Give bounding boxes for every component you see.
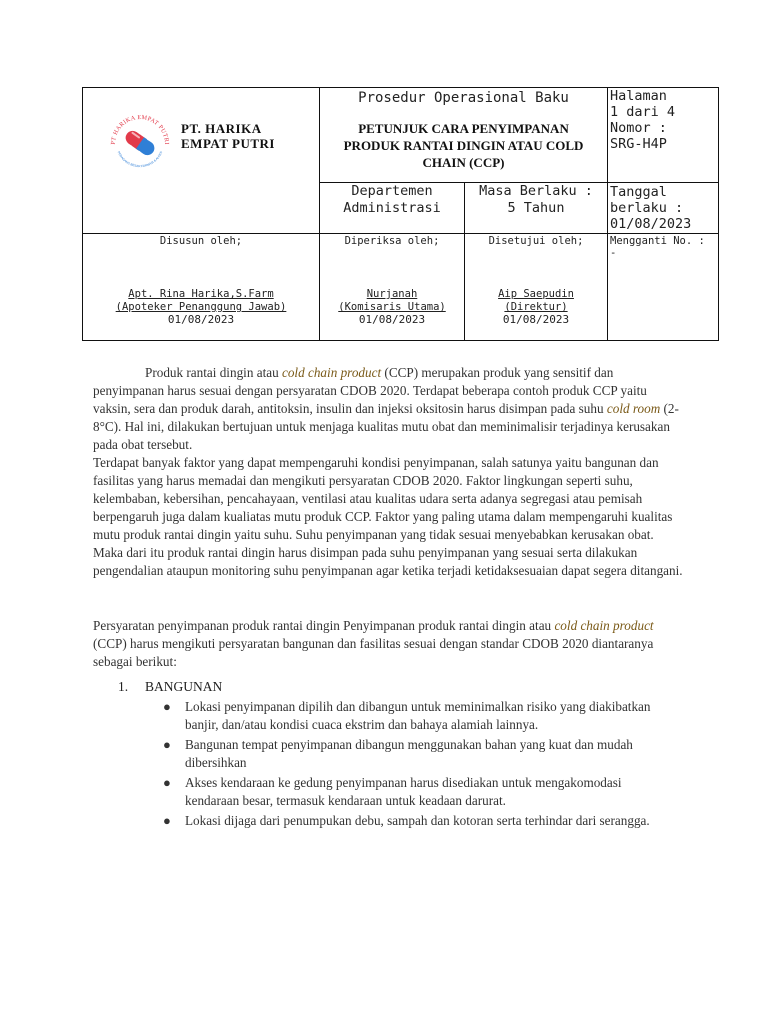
- checked-date: 01/08/2023: [358, 313, 426, 326]
- number-label: Nomor :: [610, 120, 667, 136]
- sop-header-table: [82, 87, 719, 341]
- prepared-name: Apt. Rina Harika,S.Farm: [128, 288, 274, 300]
- list-item: ● Akses kendaraan ke gedung penyimpanan harus disediakan untuk mengakomodasi kendaraan besar, termasuk kendaraan untuk keadaan darurat.: [163, 775, 622, 808]
- document-title: PETUNJUK CARA PENYIMPANAN PRODUK RANTAI DINGIN ATAU COLD CHAIN (CCP): [343, 121, 584, 170]
- checked-label: Diperiksa oleh;: [344, 235, 440, 247]
- approved-role: (Direktur): [504, 301, 568, 313]
- page-label: Halaman: [610, 88, 667, 104]
- section-heading-bangunan: 1. BANGUNAN: [118, 679, 223, 694]
- prepared-by-cell: [83, 234, 320, 341]
- company-cell: [83, 88, 320, 234]
- effective-date-cell: [608, 183, 719, 234]
- svg-text:PT HARIKA EMPAT PUTRI: PT HARIKA EMPAT PUTRI: [109, 113, 171, 145]
- checked-name: Nurjanah: [366, 288, 418, 300]
- approved-label: Disetujui oleh;: [488, 235, 584, 247]
- list-item: ● Bangunan tempat penyimpanan dibangun menggunakan bahan yang kuat dan mudah dibersihkan: [163, 737, 633, 770]
- approved-by-cell: [465, 234, 608, 341]
- department-cell: [320, 183, 465, 234]
- number-value: SRG-H4P: [610, 136, 667, 152]
- list-item: ● Lokasi penyimpanan dipilih dan dibangun untuk meminimalkan risiko yang diakibatkan banjir, dan/atau kondisi cuaca ekstrim dan bahaya alamiah lainnya.: [163, 699, 651, 732]
- department: Departemen Administrasi: [343, 183, 441, 216]
- list-item: ● Lokasi dijaga dari penumpukan debu, sampah dan kotoran serta terhindar dari serangga.: [163, 813, 650, 828]
- prepared-role: (Apoteker Penanggung Jawab): [115, 301, 287, 313]
- svg-text:PEDAGANG BESAR FARMASI & ALKES: PEDAGANG BESAR FARMASI & ALKES: [116, 150, 164, 169]
- validity-cell: [465, 183, 608, 234]
- title-cell: [320, 88, 608, 183]
- approved-date: 01/08/2023: [502, 313, 570, 326]
- company-name: PT. HARIKA EMPAT PUTRI: [181, 121, 275, 151]
- validity-period: Masa Berlaku : 5 Tahun: [479, 183, 593, 216]
- requirements-paragraph: Persyaratan penyimpanan produk rantai dingin Penyimpanan produk rantai dingin atau cold chain product (CCP) harus mengikuti persyaratan bangunan dan fasilitas sesuai dengan standar CDOB 2020 diantaranya sebagai berikut:: [93, 618, 654, 669]
- replaces-number: Mengganti No. : -: [610, 235, 705, 259]
- replaces-cell: [608, 234, 719, 341]
- prepared-label: Disusun oleh;: [159, 235, 243, 247]
- effective-date: Tanggal berlaku : 01/08/2023: [610, 184, 692, 232]
- checked-role: (Komisaris Utama): [338, 301, 446, 313]
- intro-paragraph: Produk rantai dingin atau cold chain product (CCP) merupakan produk yang sensitif dan penyimpanan harus sesuai dengan persyaratan CDOB 2020. Terdapat beberapa contoh produk CCP yaitu vaksin, sera dan produk darah, antitoksin, insulin dan injeksi oksitosin harus disimpan pada suhu cold room (2-8°C). Hal ini, dilakukan bertujuan untuk menjaga kualitas mutu obat dan meminimalisir terjadinya kerusakan pada obat tersebut. Terdapat banyak faktor yang dapat mempengaruhi kondisi penyimpanan, salah satunya yaitu bangunan dan fasilitas yang harus memadai dan mengikuti persyaratan CDOB 2020. Faktor lingkungan seperti suhu, kelembaban, kebersihan, pencahayaan, ventilasi atau kualitas udara serta adanya segregasi atau pemisah berpengaruh juga dalam kualiatas mutu produk CCP. Faktor yang paling utama dalam mempengaruhi kualitas mutu produk rantai dingin yaitu suhu. Suhu penyimpanan yang tidak sesuai menyebabkan kerusakan obat. Maka dari itu produk rantai dingin harus disimpan pada suhu penyimpanan yang sesuai serta dilakukan pengendalian ataupun monitoring suhu penyimpanan agar ketika terjadi ketidaksesuaian dapat segera ditangani.: [93, 365, 683, 578]
- sop-label: Prosedur Operasional Baku: [358, 90, 569, 106]
- page-number-cell: [608, 88, 719, 183]
- bangunan-bullet-list: [160, 698, 670, 832]
- factors-paragraph: Terdapat banyak faktor yang dapat mempengaruhi kondisi penyimpanan, salah satunya yaitu bangunan dan fasilitas yang harus memadai dan mengikuti persyaratan CDOB 2020. Faktor lingkungan seperti suhu, kelembaban, kebersihan, pencahayaan, ventilasi atau kualitas udara serta adanya segregasi atau pemisah berpengaruh juga dalam kualiatas mutu produk CCP. Faktor yang paling utama dalam mempengaruhi kualitas mutu produk rantai dingin yaitu suhu. Suhu penyimpanan yang tidak sesuai menyebabkan kerusakan obat. Maka dari itu produk rantai dingin harus disimpan pada suhu penyimpanan yang sesuai serta dilakukan pengendalian ataupun monitoring suhu penyimpanan agar ketika terjadi ketidaksesuaian dapat segera ditangani.: [93, 455, 683, 578]
- checked-by-cell: [320, 234, 465, 341]
- company-logo: [105, 106, 175, 176]
- prepared-date: 01/08/2023: [167, 313, 235, 326]
- page-value: 1 dari 4: [610, 104, 676, 120]
- approved-name: Aip Saepudin: [498, 288, 574, 300]
